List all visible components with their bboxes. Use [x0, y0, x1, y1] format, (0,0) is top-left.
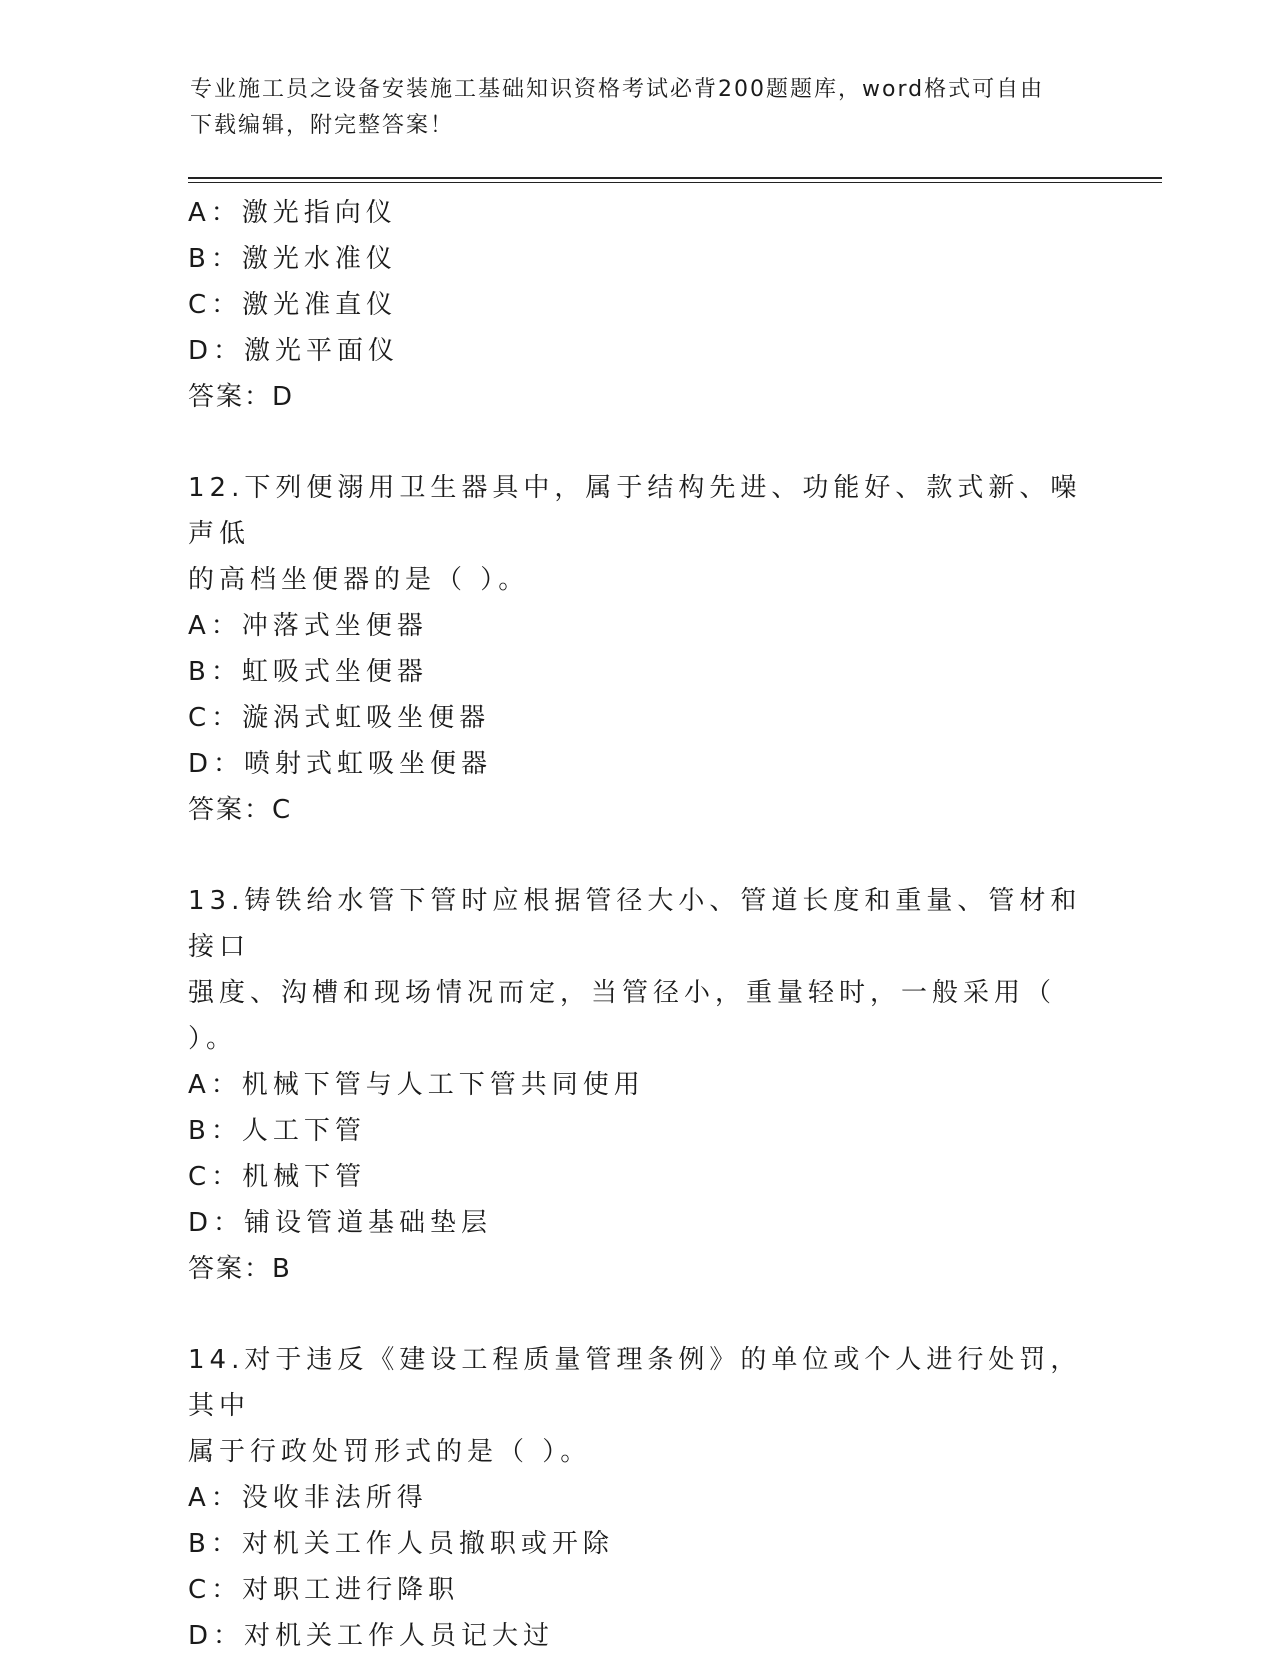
question-12	[188, 465, 1088, 833]
answer: 答案：D	[188, 382, 295, 412]
option-d: D：铺设管道基础垫层	[188, 1208, 493, 1238]
question-stem-line-2: 属于行政处罚形式的是（ ）。	[188, 1437, 592, 1467]
header-divider-thick	[188, 177, 1162, 179]
spacer	[188, 1292, 1088, 1337]
question-list	[188, 190, 1088, 1659]
header-line-1: 专业施工员之设备安装施工基础知识资格考试必背200题题库，word格式可自由	[190, 77, 1045, 102]
document-header	[190, 72, 1090, 144]
question-stem-line-1: 14.对于违反《建设工程质量管理条例》的单位或个人进行处罚，其中	[188, 1345, 1082, 1421]
option-b: B：激光水准仪	[188, 244, 397, 274]
spacer	[188, 420, 1088, 465]
option-b: B：对机关工作人员撤职或开除	[188, 1529, 614, 1559]
option-c: C：激光准直仪	[188, 290, 398, 320]
option-c: C：机械下管	[188, 1162, 367, 1192]
question-14	[188, 1337, 1088, 1659]
option-d: D：对机关工作人员记大过	[188, 1621, 555, 1651]
option-d: D：激光平面仪	[188, 336, 400, 366]
header-line-2: 下载编辑，附完整答案！	[190, 113, 455, 138]
option-c: C：漩涡式虹吸坐便器	[188, 703, 491, 733]
option-a: A：机械下管与人工下管共同使用	[188, 1070, 645, 1100]
option-c: C：对职工进行降职	[188, 1575, 460, 1605]
header-divider-thin	[188, 182, 1162, 183]
question-stem-line-1: 12.下列便溺用卫生器具中，属于结构先进、功能好、款式新、噪声低	[188, 473, 1082, 549]
option-a: A：激光指向仪	[188, 198, 397, 228]
option-a: A：冲落式坐便器	[188, 611, 428, 641]
question-stem-line-2: 的高档坐便器的是（ ）。	[188, 565, 530, 595]
question-13	[188, 878, 1088, 1292]
answer: 答案：B	[188, 1254, 292, 1284]
question-stem-line-2: 强度、沟槽和现场情况而定，当管径小，重量轻时，一般采用（ ）。	[188, 978, 1057, 1054]
option-d: D：喷射式虹吸坐便器	[188, 749, 493, 779]
spacer	[188, 833, 1088, 878]
option-b: B：人工下管	[188, 1116, 366, 1146]
question-11	[188, 190, 1088, 420]
option-a: A：没收非法所得	[188, 1483, 428, 1513]
question-stem-line-1: 13.铸铁给水管下管时应根据管径大小、管道长度和重量、管材和接口	[188, 886, 1082, 962]
option-b: B：虹吸式坐便器	[188, 657, 428, 687]
answer: 答案：C	[188, 795, 293, 825]
